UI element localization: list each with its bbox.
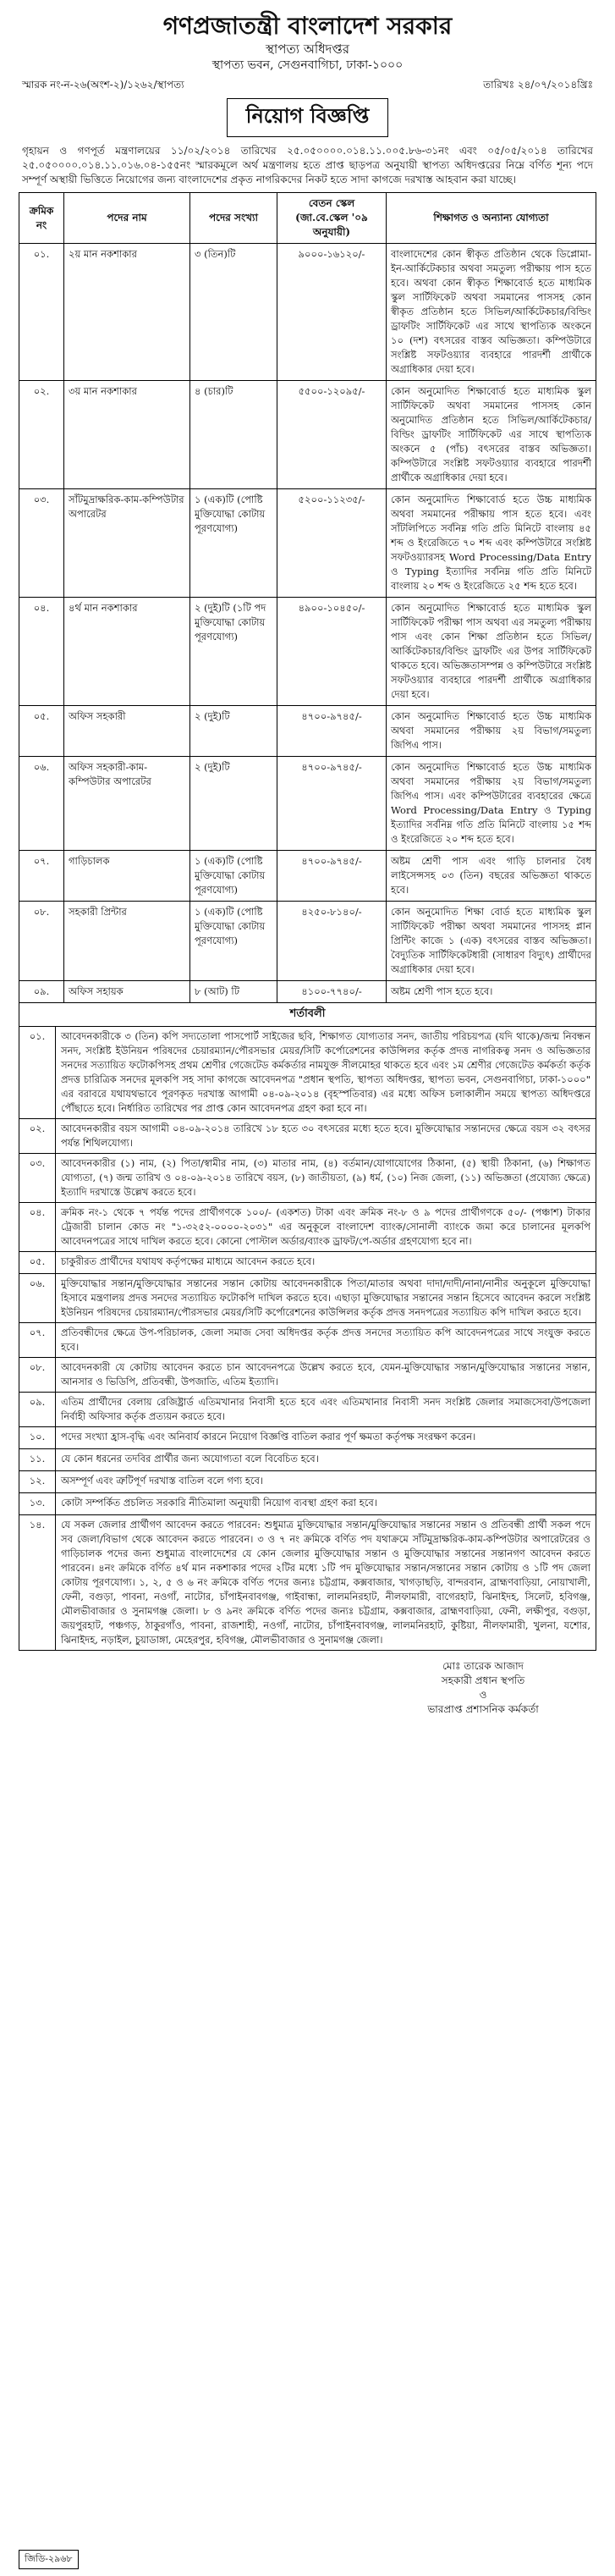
term-text: অসম্পূর্ণ এবং ত্রুটিপূর্ণ দরখাস্ত বাতিল বলে গণ্য হবে। bbox=[61, 1475, 264, 1487]
header-pay-scale: বেতন স্কেল (জা.বে.স্কেল '০৯ অনুযায়ী) bbox=[277, 193, 387, 244]
list-item bbox=[19, 1392, 596, 1426]
term-text: এতিম প্রার্থীদের বেলায় রেজিষ্ট্রার্ড এতিমখানার নিবাসী হতে হবে এবং এতিমখানার নিবাসী সনদ সংশ্লিষ্ট জেলার সমাজসেবা/উপজেলা নির্বাহী অফিসার কর্তৃক প্রত্যয়ন করতে হবে। bbox=[61, 1396, 590, 1422]
letterhead bbox=[19, 0, 596, 73]
term-number: ০৩. bbox=[19, 1154, 56, 1202]
header-post-name: পদের নাম bbox=[64, 193, 190, 244]
list-item bbox=[19, 1118, 596, 1153]
cell-post-name: অফিস সহকারী bbox=[64, 706, 190, 757]
cell-qualification: কোন অনুমোদিত শিক্ষাবোর্ড হতে উচ্চ মাধ্যমিক অথবা সমমানের পরীক্ষায় ২য় বিভাগ/সমতুল্য জিপিএ পাস। bbox=[387, 706, 596, 757]
list-item bbox=[19, 1273, 596, 1322]
terms-list bbox=[19, 1027, 596, 1651]
signatory-and: ও bbox=[479, 1689, 487, 1701]
cell-post-name: ৩য় মান নকশাকার bbox=[64, 381, 190, 489]
header-sl: ক্রমিক নং bbox=[19, 193, 64, 244]
table-row bbox=[19, 981, 596, 1003]
term-text: প্রতিবন্ধীদের ক্ষেত্রে উপ-পরিচালক, জেলা সমাজ সেবা অধিদপ্তর কর্তৃক প্রদত্ত সনদের সত্যায়িত কপি আবেদনপত্রের সাথে সংযুক্ত করতে হবে। bbox=[61, 1327, 590, 1353]
term-number: ১২. bbox=[19, 1471, 56, 1492]
term-number: ১৩. bbox=[19, 1493, 56, 1514]
table-row bbox=[19, 598, 596, 706]
vacancy-rows bbox=[19, 244, 596, 1003]
memo-number: স্মারক নং-ন-২৬(অংশ-২)/১২৬২/স্থাপত্য bbox=[22, 79, 184, 91]
term-text: মুক্তিযোদ্ধার সন্তান/মুক্তিযোদ্ধার সন্তানের সন্তান কোটায় আবেদনকারীকে পিতা/মাতার অথবা দাদা/দাদী/নানা/নানীর অনুকূলে মুক্তিযোদ্ধা হিসাবে মন্ত্রণালয় প্রদত্ত সনদের সত্যায়িত ফটোকপি দাখিল করতে হবে। এছাড়া মুক্তিযোদ্ধার সন্তানের সন্তান হিসেবে আবেদন করলে সংশ্লিষ্ট ইউনিয়ন পরিষদের চেয়ারম্যান/পৌরসভার মেয়র/সিটি কর্পোরেশনের কাউন্সিলর কর্তৃক প্রদত্ত সনদপত্রের সত্যায়িত কপি দাখিল করতে হবে। bbox=[61, 1277, 590, 1318]
term-text: ক্রমিক নং-১ থেকে ৭ পর্যন্ত পদের প্রার্থীগণকে ১০০/- (একশত) টাকা এবং ক্রমিক নং-৮ ও ৯ পদের প্রার্থীগণকে ৫০/- (পঞ্চাশ) টাকার ট্রেজারী চালান কোড নং "১-৩২৫২-০০০০-২০৩১" এর অনুকূলে বাংলাদেশ ব্যাংক/সোনালী ব্যাংকে জমা করে চালানের মূলকপি আবেদনপত্রের সাথে দাখিল করতে হবে। কোনো পোস্টাল অর্ডার/ব্যাংক ড্রাফট/পে-অর্ডার গ্রহণযোগ্য হবে না। bbox=[61, 1206, 590, 1247]
cell-qualification: অষ্টম শ্রেণী পাস এবং গাড়ি চালনার বৈধ লাইসেন্সসহ ০৩ (তিন) বছরের অভিজ্ঞতা থাকতে হবে। bbox=[387, 851, 596, 902]
cell-post-count: ৮ (আট) টি bbox=[190, 981, 277, 1003]
cell-pay-scale: ৯০০০-১৬১২০/- bbox=[277, 244, 387, 381]
intro-paragraph: গৃহায়ন ও গণপূর্ত মন্ত্রণালয়ের ১১/০২/২০১৪ তারিখের ২৫.০৫০০০০.০১৪.১১.০০৫.৮৬-৩১নং এবং ০৫/০৫/২০১৪ তারিখের ২৫.০৫০০০০.০১৪.১১.০১৬.০৪-১৫৫নং স্মারকমূলে অর্থ মন্ত্রণালয় হতে প্রাপ্ত ছাড়পত্র অনুযায়ী স্থাপত্য অধিদপ্তরের নিম্নে বর্ণিত শূন্য পদে সম্পূর্ণ অস্থায়ী ভিত্তিতে নিয়োগের জন্য বাংলাদেশের প্রকৃত নাগরিকদের নিকট হতে সাদা কাগজে দরখাস্ত আহবান করা যাচ্ছে। bbox=[22, 145, 593, 185]
cell-pay-scale: ৪২৫০-৮১৪০/- bbox=[277, 902, 387, 981]
term-text: আবেদনকারীর (১) নাম, (২) পিতা/স্বামীর নাম, (৩) মাতার নাম, (৪) বর্তমান/যোগাযোগের ঠিকানা, (৫) স্থায়ী ঠিকানা, (৬) শিক্ষাগত যোগ্যতা, (৭) জন্ম তারিখ ও ০৪-০৯-২০১৪ তারিখে বয়স, (৮) জাতীয়তা, (৯) ধর্ম, (১০) নিজ জেলা, (১১) অভিজ্ঞতা (প্রযোজ্য ক্ষেত্রে) ইত্যাদি দরখাস্তে উল্লেখ করতে হবে। bbox=[61, 1157, 590, 1198]
header-post-count: পদের সংখ্যা bbox=[190, 193, 277, 244]
cell-pay-scale: ৪৭০০-৯৭৪৫/- bbox=[277, 757, 387, 851]
cell-qualification: অষ্টম শ্রেণী পাস হতে হবে। bbox=[387, 981, 596, 1003]
cell-pay-scale: ৫৫০০-১২০৯৫/- bbox=[277, 381, 387, 489]
term-text: যে কোন ধরনের তদবির প্রার্থীর জন্য অযোগ্যতা বলে বিবেচিত হবে। bbox=[61, 1453, 319, 1465]
list-item bbox=[19, 1426, 596, 1448]
term-number: ০১. bbox=[19, 1027, 56, 1118]
terms-title: শর্তাবলী bbox=[19, 1003, 596, 1027]
cell-sl: ০৬. bbox=[19, 757, 64, 851]
cell-qualification: কোন অনুমোদিত শিক্ষা বোর্ড হতে মাধ্যমিক স্কুল সার্টিফিকেট পরীক্ষা অথবা সমমানের পাসসহ প্লান প্রিন্টিং কাজে ১ (এক) বৎসরের বাস্তব অভিজ্ঞতা। বৈদ্যুতিক সার্টিফিকেটধারী (সাধারণ বিদ্যুৎ) প্রার্থীদের অগ্রাধিকার দেয়া হবে। bbox=[387, 902, 596, 981]
term-number: ০৯. bbox=[19, 1393, 56, 1426]
cell-pay-scale: ৪১০০-৭৭৪০/- bbox=[277, 981, 387, 1003]
memo-date: তারিখঃ ২৪/০৭/২০১৪খ্রিঃ bbox=[483, 79, 593, 91]
cell-post-name: অফিস সহায়ক bbox=[64, 981, 190, 1003]
table-row bbox=[19, 381, 596, 489]
term-number: ১৪. bbox=[19, 1515, 56, 1650]
cell-post-count: ৩ (তিন)টি bbox=[190, 244, 277, 381]
cell-pay-scale: ৪৭০০-৯৭৪৫/- bbox=[277, 706, 387, 757]
signature-block bbox=[19, 1659, 596, 1717]
cell-post-count: ২ (দুই)টি bbox=[190, 757, 277, 851]
header-qualification: শিক্ষাগত ও অন্যান্য যোগ্যতা bbox=[387, 193, 596, 244]
cell-post-name: সহকারী প্রিন্টার bbox=[64, 902, 190, 981]
list-item bbox=[19, 1027, 596, 1118]
list-item bbox=[19, 1251, 596, 1273]
table-row bbox=[19, 706, 596, 757]
cell-pay-scale: ৪৯০০-১০৪৫০/- bbox=[277, 598, 387, 706]
notice-title: নিয়োগ বিজ্ঞপ্তি bbox=[227, 98, 389, 137]
list-item bbox=[19, 1202, 596, 1251]
list-item bbox=[19, 1470, 596, 1492]
cell-sl: ০২. bbox=[19, 381, 64, 489]
footer-code: জিডি-২৯৬৮ bbox=[19, 2550, 79, 2569]
table-row bbox=[19, 489, 596, 598]
term-text: আবেদনকারীকে ৩ (তিন) কপি সদ্যতোলা পাসপোর্ট সাইজের ছবি, শিক্ষাগত যোগ্যতার সনদ, জাতীয় পরিচয়পত্র (যদি থাকে)/জন্ম নিবন্ধন সনদ, সংশ্লিষ্ট ইউনিয়ন পরিষদের চেয়ারম্যান/পৌরসভার মেয়র/সিটি কর্পোরেশনের কাউন্সিলর কর্তৃক প্রদত্ত নাগরিকত্ব সনদ ও অভিজ্ঞতার সনদের সত্যায়িত ফটোকপিসহ প্রথম শ্রেণীর গেজেটেড কর্মকর্তার নামযুক্ত সীলমোহর থাকতে হবে এবং ১ম শ্রেণীর গেজেটেড কর্মকর্তা কর্তৃক প্রদত্ত চারিত্রিক সনদের মূলকপি সহ সাদা কাগজে আবেদনপত্র "প্রধান স্থপতি, স্থাপত্য অধিদপ্তর, স্থাপত্য ভবন, সেগুনবাগিচা, ঢাকা-১০০০" এর বরাবরে যথাযথভাবে পূরণকৃত দরখাস্ত আগামী ০৪-০৯-২০১৪ (বৃহস্পতিবার) এর মধ্যে অফিস চলাকালীন সময়ে স্থাপত্য অধিদপ্তরে পৌঁছাতে হবে। নির্ধারিত তারিখের পর প্রাপ্ত কোন আবেদনপত্র গ্রহণ করা হবে না। bbox=[61, 1030, 590, 1114]
cell-post-count: ২ (দুই)টি (১টি পদ মুক্তিযোদ্ধা কোটায় পূরণযোগ্য) bbox=[190, 598, 277, 706]
term-number: ০৮. bbox=[19, 1358, 56, 1392]
cell-sl: ০৭. bbox=[19, 851, 64, 902]
table-row bbox=[19, 757, 596, 851]
department-name: স্থাপত্য অধিদপ্তর bbox=[266, 41, 349, 57]
table-row bbox=[19, 902, 596, 981]
cell-post-count: ১ (এক)টি (পোষ্টি মুক্তিযোদ্ধা কোটায় পূরণযোগ্য) bbox=[190, 489, 277, 598]
cell-pay-scale: ৫২০০-১১২৩৫/- bbox=[277, 489, 387, 598]
cell-qualification: কোন অনুমোদিত শিক্ষাবোর্ড হতে মাধ্যমিক স্কুল সার্টিফিকেট অথবা সমমানের পাসসহ কোন অনুমোদিত প্রতিষ্ঠান হতে সিভিল/আর্কিটেকচার/বিল্ডিং ড্রাফটিং সার্টিফিকেট এর সাথে স্থাপত্যিক অংকনে ৫ (পাঁচ) বৎসরের বাস্তব অভিজ্ঞতা। কম্পিউটারে সংশ্লিষ্ট সফটওয়্যার ব্যবহারে পারদর্শী প্রার্থীকে অগ্রাধিকার দেয়া হবে। bbox=[387, 381, 596, 489]
term-text: কোটা সম্পর্কিত প্রচলিত সরকারি নীতিমালা অনুযায়ী নিয়োগ ব্যবস্থা গ্রহণ করা হবে। bbox=[61, 1497, 377, 1509]
term-number: ১১. bbox=[19, 1449, 56, 1470]
cell-qualification: কোন অনুমোদিত শিক্ষাবোর্ড হতে উচ্চ মাধ্যমিক অথবা সমমানের পরীক্ষায় ২য় বিভাগ/সমতুল্য জিপিএ পাস। এবং কম্পিউটারের ব্যবহারের ক্ষেত্রে Word Processing/Data Entry ও Typing ইত্যাদির সর্বনিম্ন গতি প্রতি মিনিটে বাংলায় ১৫ শব্দ ও ইংরেজিতে ২০ শব্দ হতে হবে। bbox=[387, 757, 596, 851]
table-row bbox=[19, 244, 596, 381]
list-item bbox=[19, 1448, 596, 1470]
list-item bbox=[19, 1514, 596, 1650]
list-item bbox=[19, 1153, 596, 1202]
cell-sl: ০৫. bbox=[19, 706, 64, 757]
vacancy-table bbox=[19, 192, 596, 1003]
cell-sl: ০৪. bbox=[19, 598, 64, 706]
cell-qualification: কোন অনুমোদিত শিক্ষাবোর্ড হতে মাধ্যমিক স্কুল সার্টিফিকেট পরীক্ষা পাস অথবা এর সমতুল্য পরীক্ষায় পাস এবং কোন শিক্ষা প্রতিষ্ঠান হতে সিভিল/আর্কিটেকচার/বিল্ডিং ড্রাফটিং এর উপর সার্টিফিকেট থাকতে হবে। অভিজ্ঞতাসম্পন্ন ও কম্পিউটারে সংশ্লিষ্ট সফটওয়্যার ব্যবহারে পারদর্শী প্রার্থীকে অগ্রাধিকার দেয়া হবে। bbox=[387, 598, 596, 706]
term-number: ০২. bbox=[19, 1119, 56, 1153]
cell-qualification: বাংলাদেশের কোন স্বীকৃত প্রতিষ্ঠান থেকে ডিপ্লোমা-ইন-আর্কিটেকচার অথবা সমতুল্য পরীক্ষায় পাস হতে হবে। অথবা কোন স্বীকৃত শিক্ষাবোর্ড হতে মাধ্যমিক স্কুল সার্টিফিকেট অথবা সমমানের পাসসহ কোন স্বীকৃত প্রতিষ্ঠান হতে সিভিল/আর্কিটেকচার/বিল্ডিং ড্রাফটিং সার্টিফিকেট এর সাথে স্থাপত্যিক অংকনে ১০ (দশ) বৎসরের বাস্তব অভিজ্ঞতা। কম্পিউটারে সংশ্লিষ্ট সফটওয়্যার ব্যবহারে পারদর্শী প্রার্থীকে অগ্রাধিকার দেয়া হবে। bbox=[387, 244, 596, 381]
cell-post-count: ৪ (চার)টি bbox=[190, 381, 277, 489]
signatory-role: ভারপ্রাপ্ত প্রশাসনিক কর্মকর্তা bbox=[427, 1703, 539, 1715]
term-number: ০৬. bbox=[19, 1274, 56, 1322]
signatory-designation: সহকারী প্রধান স্থপতি bbox=[441, 1674, 525, 1686]
government-name: গণপ্রজাতন্ত্রী বাংলাদেশ সরকার bbox=[162, 12, 453, 40]
cell-qualification: কোন অনুমোদিত শিক্ষাবোর্ড হতে উচ্চ মাধ্যমিক অথবা সমমানের পরীক্ষায় পাস হতে হবে। এবং সাঁটলিপিতে সর্বনিম্ন গতি প্রতি মিনিটে বাংলায় ৪৫ শব্দ ও ইংরেজিতে ৭০ শব্দ এবং কম্পিউটারে সংশ্লিষ্ট সফটওয়্যারসহ Word Processing/Data Entry ও Typing ইত্যাদির সর্বনিম্ন গতি প্রতি মিনিটে বাংলায় ২০ শব্দ ও ইংরেজিতে ২৫ শব্দ হতে হবে। bbox=[387, 489, 596, 598]
list-item bbox=[19, 1492, 596, 1514]
term-text: আবেদনকারী যে কোটায় আবেদন করতে চান আবেদনপত্রে উল্লেখ করতে হবে, যেমন-মুক্তিযোদ্ধার সন্তান/মুক্তিযোদ্ধার সন্তানের সন্তান, আনসার ও ভিডিপি, প্রতিবন্ধী, উপজাতি, এতিম ইত্যাদি। bbox=[61, 1361, 590, 1387]
term-number: ০৪. bbox=[19, 1203, 56, 1251]
cell-post-name: সাঁটমুদ্রাক্ষরিক-কাম-কম্পিউটার অপারেটর bbox=[64, 489, 190, 598]
term-text: যে সকল জেলার প্রার্থীগণ আবেদন করতে পারবেন: শুধুমাত্র মুক্তিযোদ্ধার সন্তান/মুক্তিযোদ্ধার সন্তানের সন্তান ও প্রতিবন্ধী প্রার্থী সকল পদে সব জেলা/বিভাগ থেকে আবেদন করতে পারবেন। ৩ ও ৭ নং ক্রমিকে বর্ণিত পদ যথাক্রমে সাঁটমুদ্রাক্ষরিক-কাম-কম্পিউটার অপারেটরের ও গাড়িচালক পদের জন্য শুধুমাত্র বাংলাদেশের যে কোন জেলার মুক্তিযোদ্ধার সন্তান ও মুক্তিযোদ্ধার সন্তানের সন্তানগণ আবেদন করতে পারবেন। ৪নং ক্রমিকে বর্ণিত ৪র্থ মান নকশাকার পদের ২টির মধ্যে ১টি পদ মুক্তিযোদ্ধার সন্তান/সন্তানের সন্তান কোটায় ও ১টি পদ জেলা কোটায় পূরণযোগ্য। ১, ২, ৫ ও ৬ নং ক্রমিকে বর্ণিত পদের জন্যঃ চট্টগ্রাম, কক্সবাজার, খাগড়াছড়ি, বান্দরবান, ব্রাহ্মণবাড়িয়া, নোয়াখালী, ফেনী, বগুড়া, পাবনা, নওগাঁ, নাটোর, চাঁপাইনবাবগঞ্জ, গাইবান্ধা, লালমনিরহাট, নীলফামারী, বাগেরহাট, ঝিনাইদহ, সিলেট, হবিগঞ্জ, মৌলভীবাজার ও সুনামগঞ্জ জেলা। ৮ ও ৯নং ক্রমিকে বর্ণিত পদের জন্যঃ চট্টগ্রাম, কক্সবাজার, ব্রাহ্মণবাড়িয়া, ফেনী, লক্ষীপুর, বগুড়া, জয়পুরহাট, পঞ্চগড়, ঠাকুরগাঁও, পাবনা, রাজশাহী, নওগাঁ, নাটোর, চাঁপাইনবাবগঞ্জ, লালমনিরহাট, কুষ্টিয়া, নীলফামারী, খুলনা, যশোর, ঝিনাইদহ, নড়াইল, চুয়াডাঙ্গা, মেহেরপুর, হবিগঞ্জ, মৌলভীবাজার ও সুনামগঞ্জ জেলা। bbox=[61, 1519, 590, 1646]
cell-post-name: গাড়িচালক bbox=[64, 851, 190, 902]
term-number: ১০. bbox=[19, 1427, 56, 1448]
cell-post-name: ২য় মান নকশাকার bbox=[64, 244, 190, 381]
table-row bbox=[19, 851, 596, 902]
list-item bbox=[19, 1357, 596, 1392]
cell-post-count: ১ (এক)টি (পোষ্টি মুক্তিযোদ্ধা কোটায় পূরণযোগ্য) bbox=[190, 851, 277, 902]
term-text: পদের সংখ্যা হ্রাস-বৃদ্ধি এবং অনিবার্য কারনে নিয়োগ বিজ্ঞপ্তি বাতিল করার পূর্ণ ক্ষমতা কর্তৃপক্ষ সংরক্ষণ করেন। bbox=[61, 1431, 476, 1442]
notice-title-wrap bbox=[19, 98, 596, 137]
cell-post-name: অফিস সহকারী-কাম-কম্পিউটার অপারেটর bbox=[64, 757, 190, 851]
cell-sl: ০১. bbox=[19, 244, 64, 381]
cell-sl: ০৩. bbox=[19, 489, 64, 598]
cell-post-name: ৪র্থ মান নকশাকার bbox=[64, 598, 190, 706]
cell-pay-scale: ৪৭০০-৯৭৪৫/- bbox=[277, 851, 387, 902]
signatory-name: মোঃ তারেক আজাদ bbox=[442, 1660, 524, 1672]
table-header-row bbox=[19, 193, 596, 244]
cell-sl: ০৮. bbox=[19, 902, 64, 981]
cell-post-count: ১ (এক)টি (পোষ্টি মুক্তিযোদ্ধা কোটায় পূরণযোগ্য) bbox=[190, 902, 277, 981]
department-address: স্থাপত্য ভবন, সেগুনবাগিচা, ঢাকা-১০০০ bbox=[211, 58, 404, 72]
term-number: ০৫. bbox=[19, 1252, 56, 1273]
term-text: চাকুরীরত প্রার্থীদের যথাযথ কর্তৃপক্ষের মাধ্যমে আবেদন করতে হবে। bbox=[61, 1255, 316, 1267]
memo-row bbox=[19, 78, 596, 95]
term-number: ০৭. bbox=[19, 1323, 56, 1357]
list-item bbox=[19, 1322, 596, 1357]
term-text: আবেদনকারীর বয়স আগামী ০৪-০৯-২০১৪ তারিখে ১৮ হতে ৩০ বৎসরের মধ্যে হতে হবে। মুক্তিযোদ্ধার সন্তানদের ক্ষেত্রে বয়স ৩২ বৎসর পর্যন্ত শিথিলযোগ্য। bbox=[61, 1123, 590, 1149]
cell-sl: ০৯. bbox=[19, 981, 64, 1003]
cell-post-count: ২ (দুই)টি bbox=[190, 706, 277, 757]
